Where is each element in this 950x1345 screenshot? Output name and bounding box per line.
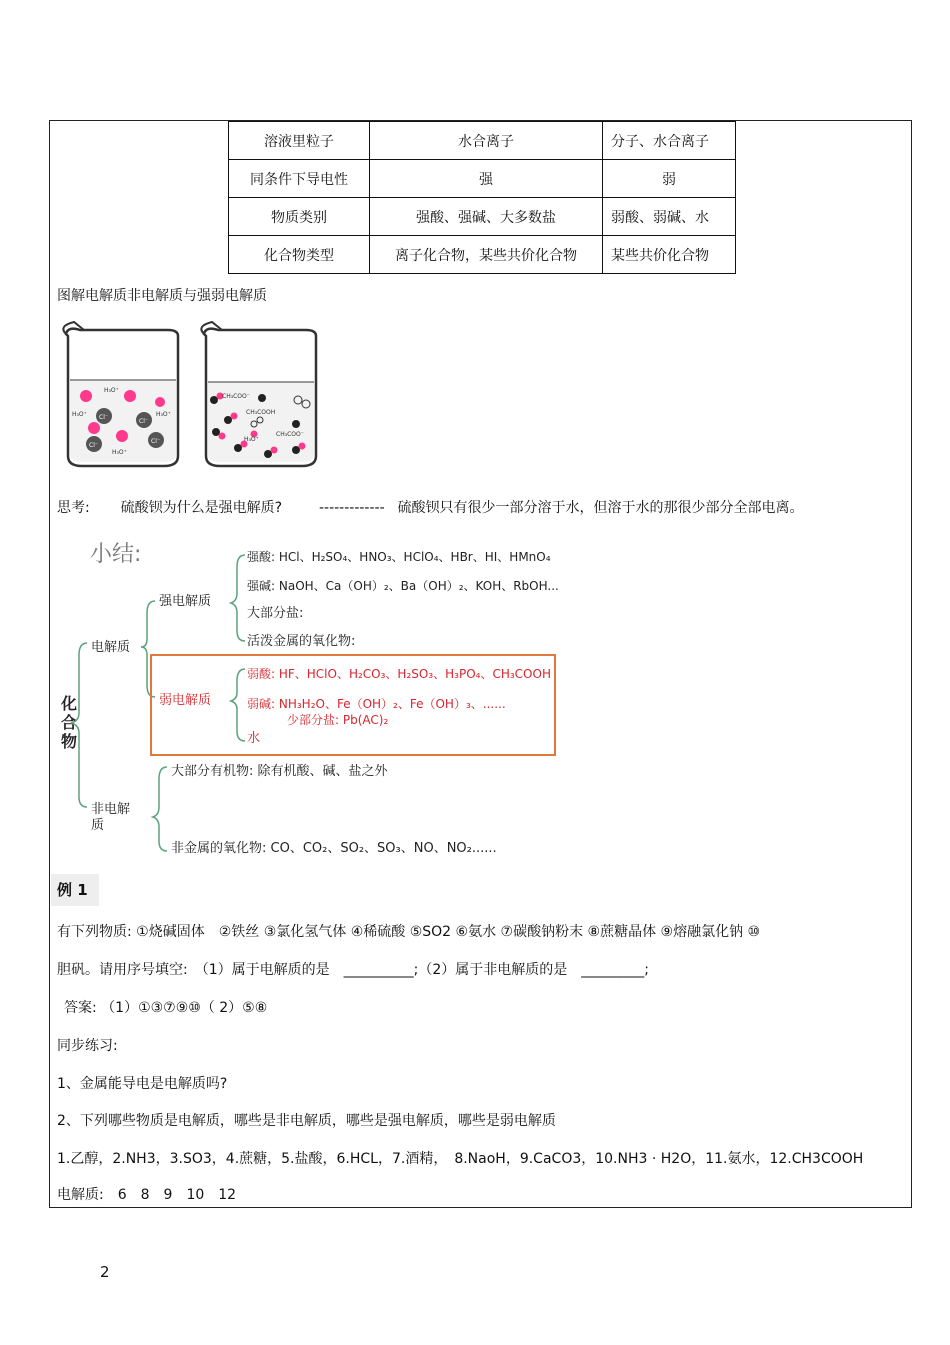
- table-cell: 物质类别: [229, 198, 370, 236]
- summary-diagram: [55, 535, 575, 865]
- table-cell: 某些共价化合物: [603, 236, 736, 274]
- nonelectrolyte-brace: [153, 767, 167, 851]
- organic-label: 大部分有机物: 除有机酸、碱、盐之外: [171, 764, 388, 779]
- ion-label: H₃O⁺: [72, 411, 87, 418]
- practice-q1: 1、金属能导电是电解质吗?: [57, 1076, 228, 1092]
- table-cell: 化合物类型: [229, 236, 370, 274]
- ion-label: CH₃COO⁻: [276, 431, 304, 438]
- example-line-1: 有下列物质: ①烧碱固体 ②铁丝 ③氯化氢气体 ④稀硫酸 ⑤SO2 ⑥氨水 ⑦碳酸钠粉末 ⑧蔗糖晶体 ⑨熔融氯化钠 ⑩: [57, 924, 761, 940]
- water-label: 水: [247, 731, 261, 746]
- weak-acid: 弱酸: HF、HClO、H₂CO₃、H₂SO₃、H₃PO₄、CH₃COOH: [247, 667, 551, 681]
- active-metal-oxides: 活泼金属的氧化物:: [247, 634, 356, 649]
- comparison-table: [228, 121, 736, 274]
- strong-brace: [231, 555, 245, 641]
- root-label: 物: [61, 732, 78, 751]
- weak-base: 弱碱: NH₃H₂O、Fe（OH）₂、Fe（OH）₃、......: [247, 697, 506, 711]
- table-cell: 强: [370, 160, 603, 198]
- nonelectrolyte-label: 质: [91, 818, 105, 833]
- ion-label: CH₃COO⁻: [222, 393, 250, 400]
- practice-title: 同步练习:: [57, 1038, 118, 1054]
- think-label: 思考:: [57, 500, 90, 516]
- think-line: [57, 497, 804, 517]
- ion-label: Cl⁻: [139, 418, 149, 425]
- ion-label: Cl⁻: [99, 414, 109, 421]
- strong-base: 强碱: NaOH、Ca（OH）₂、Ba（OH）₂、KOH、RbOH...: [247, 579, 559, 593]
- root-label: 化: [61, 694, 78, 713]
- table-row: [229, 122, 736, 160]
- table-cell: 弱: [603, 160, 736, 198]
- think-question: 硫酸钡为什么是强电解质?: [120, 500, 283, 516]
- example-line-2: 胆矾。请用序号填空: （1）属于电解质的是 __________;（2）属于非电解质的是 _________;: [57, 962, 649, 978]
- electrolyte-brace: [141, 601, 155, 697]
- beaker-strong: [63, 322, 178, 466]
- think-answer: 硫酸钡只有很少一部分溶于水，但溶于水的那很少部分全部电离。: [397, 500, 804, 516]
- table-row: [229, 236, 736, 274]
- diagram-caption: 图解电解质非电解质与强弱电解质: [57, 288, 267, 304]
- ion-label: CH₃COOH: [246, 409, 276, 416]
- ion-label: H₃O⁺: [156, 411, 171, 418]
- weak-brace: [231, 669, 245, 741]
- ion-label: Cl⁻: [151, 438, 161, 445]
- table-row: [229, 198, 736, 236]
- summary-title: 小结:: [90, 542, 142, 567]
- practice-electrolyte-answer: 电解质: 6 8 9 10 12: [57, 1187, 237, 1203]
- table-cell: 分子、水合离子: [603, 122, 736, 160]
- most-salts: 大部分盐:: [247, 606, 304, 621]
- example-title: 例 1: [51, 874, 99, 906]
- electrolyte-label: 电解质: [91, 640, 131, 655]
- root-label: 合: [61, 713, 78, 732]
- example-answer: 答案: （1）①③⑦⑨⑩（ 2）⑤⑧: [64, 1000, 268, 1016]
- strong-acid: 强酸: HCl、H₂SO₄、HNO₃、HClO₄、HBr、HI、HMnO₄: [247, 550, 551, 564]
- ion-label: H₃O⁺: [244, 436, 259, 443]
- ion-label: Cl⁻: [89, 442, 99, 449]
- practice-q2: 2、下列哪些物质是电解质，哪些是非电解质，哪些是强电解质，哪些是弱电解质: [57, 1113, 556, 1129]
- table-cell: 水合离子: [370, 122, 603, 160]
- practice-list: 1.乙醇，2.NH3，3.SO3，4.蔗糖，5.盐酸，6.HCL，7.酒精， 8.NaoH，9.CaCO3，10.NH3 · H2O，11.氨水，12.CH3COOH: [57, 1151, 864, 1167]
- table-cell: 同条件下导电性: [229, 160, 370, 198]
- few-salts: 少部分盐: Pb(AC)₂: [287, 713, 389, 727]
- table-cell: 强酸、强碱、大多数盐: [370, 198, 603, 236]
- ion-label: H₃O⁺: [104, 387, 119, 394]
- nonmetal-oxides: 非金属的氧化物: CO、CO₂、SO₂、SO₃、NO、NO₂......: [171, 841, 497, 856]
- table-cell: 弱酸、弱碱、水: [603, 198, 736, 236]
- ion-label: H₃O⁺: [112, 449, 127, 456]
- strong-label: 强电解质: [159, 594, 212, 609]
- weak-label: 弱电解质: [159, 693, 212, 708]
- table-row: [229, 160, 736, 198]
- beaker-weak: [201, 322, 316, 466]
- page-number: 2: [100, 1263, 110, 1281]
- table-cell: 溶液里粒子: [229, 122, 370, 160]
- nonelectrolyte-label: 非电解: [91, 802, 131, 817]
- think-dashes: -------------: [318, 500, 385, 516]
- table-cell: 离子化合物，某些共价化合物: [370, 236, 603, 274]
- beaker-illustration: [60, 320, 330, 475]
